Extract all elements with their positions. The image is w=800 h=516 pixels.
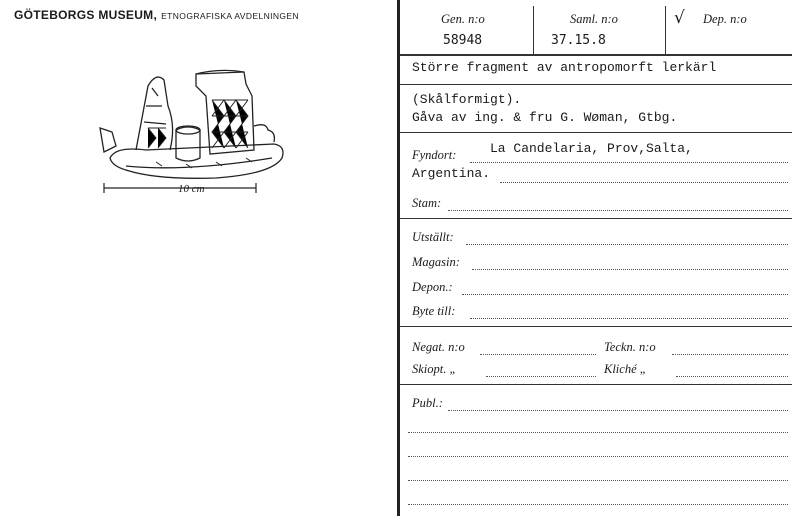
donor-line: Gåva av ing. & fru G. Wøman, Gtbg. <box>412 110 678 125</box>
description-line-1: Större fragment av antropomorft lerkärl <box>412 60 717 75</box>
fyndort-dotted-line-2 <box>500 182 788 183</box>
rule-4 <box>400 326 792 327</box>
publ-dotted-line-4 <box>408 480 788 481</box>
dep-checkmark: √ <box>674 8 685 28</box>
rule-3 <box>400 218 792 219</box>
rule-5 <box>400 384 792 385</box>
museum-header <box>14 8 299 22</box>
negat-dotted-line <box>480 354 596 355</box>
publ-label: Publ.: <box>412 396 443 410</box>
utstallt-dotted-line <box>466 244 788 245</box>
description-line-2: (Skålformigt). <box>412 92 522 107</box>
publ-dotted-line-5 <box>408 504 788 505</box>
vessel-drawing <box>96 66 292 198</box>
header-rule <box>400 54 792 56</box>
rule-1 <box>400 84 792 85</box>
byte-label: Byte till: <box>412 304 456 318</box>
header-separator-1 <box>533 6 534 54</box>
utstallt-label: Utställt: <box>412 230 454 244</box>
kliche-label: Kliché „ <box>604 362 647 376</box>
gen-no-value: 58948 <box>443 33 483 48</box>
publ-dotted-line-2 <box>408 432 788 433</box>
dep-no-label: Dep. n:o <box>703 12 747 26</box>
depon-dotted-line <box>462 294 788 295</box>
publ-dotted-line-3 <box>408 456 788 457</box>
teckn-dotted-line <box>672 354 788 355</box>
fyndort-dotted-line <box>470 162 788 163</box>
museum-name: GÖTEBORGS MUSEUM, <box>14 8 158 22</box>
magasin-dotted-line <box>472 269 788 270</box>
department-name: ETNOGRAFISKA AVDELNINGEN <box>161 11 300 21</box>
gen-no-label: Gen. n:o <box>441 12 485 26</box>
header-separator-2 <box>665 6 666 54</box>
skiopt-dotted-line <box>486 376 596 377</box>
stam-label: Stam: <box>412 196 442 210</box>
scale-label: 10 cm <box>178 183 205 195</box>
publ-dotted-line-1 <box>448 410 788 411</box>
kliche-dotted-line <box>676 376 788 377</box>
fyndort-line-1: La Candelaria, Prov,Salta, <box>490 141 693 156</box>
magasin-label: Magasin: <box>412 255 460 269</box>
byte-dotted-line <box>470 318 788 319</box>
card-left-border <box>397 0 400 516</box>
teckn-label: Teckn. n:o <box>604 340 656 354</box>
fyndort-line-2: Argentina. <box>412 166 491 181</box>
saml-no-value: 37.15.8 <box>551 33 606 48</box>
rule-2 <box>400 132 792 133</box>
skiopt-label: Skiopt. „ <box>412 362 457 376</box>
saml-no-label: Saml. n:o <box>570 12 618 26</box>
negat-label: Negat. n:o <box>412 340 465 354</box>
stam-dotted-line <box>448 210 788 211</box>
fyndort-label: Fyndort: <box>412 148 457 162</box>
depon-label: Depon.: <box>412 280 453 294</box>
